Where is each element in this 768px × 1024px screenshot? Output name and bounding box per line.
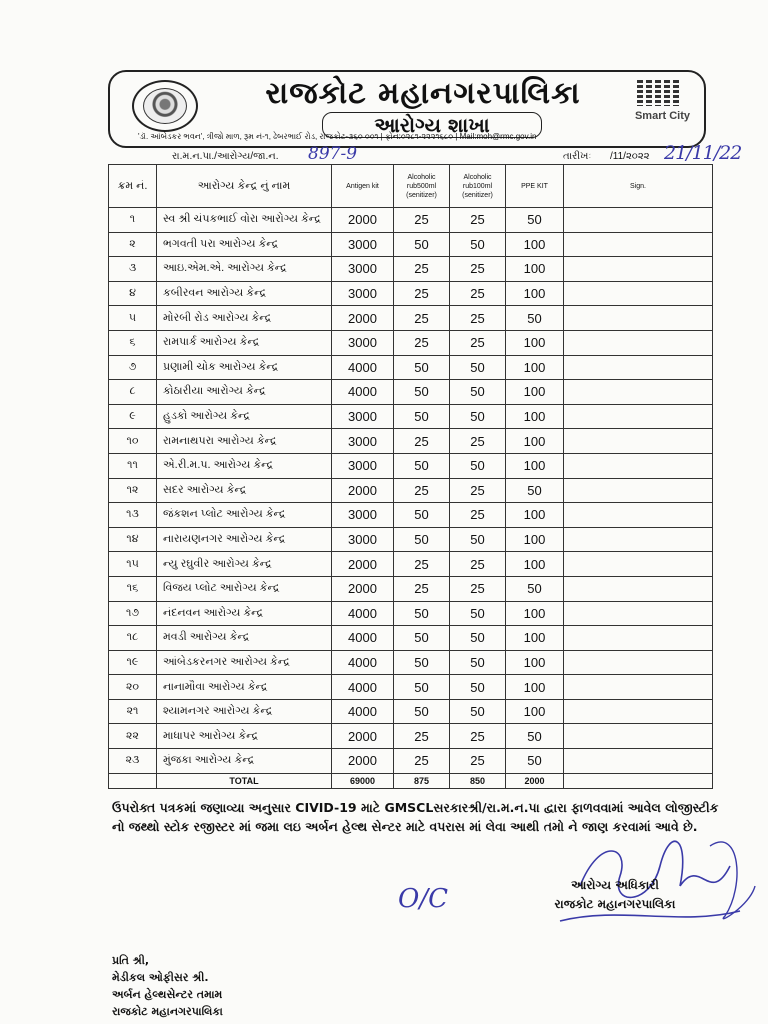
row-sign-cell xyxy=(564,232,713,257)
row-center-name: કબીરવન આરોગ્ય કેન્દ્ર xyxy=(157,281,332,306)
row-sign-cell xyxy=(564,527,713,552)
row-alc500: 25 xyxy=(394,552,450,577)
header-sign: Sign. xyxy=(564,165,713,208)
row-sr: ૧૪ xyxy=(109,527,157,552)
row-antigen: 4000 xyxy=(332,626,394,651)
table-row xyxy=(109,232,713,257)
row-sr: ૧૧ xyxy=(109,453,157,478)
row-center-name: માધાપર આરોગ્ય કેન્દ્ર xyxy=(157,724,332,749)
row-sign-cell xyxy=(564,503,713,528)
date-label: તારીખઃ xyxy=(563,151,592,162)
row-sr: ૫ xyxy=(109,306,157,331)
reference-label: રા.મ.ન.પા./આરોગ્ય/જા.ન. xyxy=(172,151,279,162)
row-center-name: કોઠારીયા આરોગ્ય કેન્દ્ર xyxy=(157,380,332,405)
row-ppe: 100 xyxy=(506,601,564,626)
header-sr: ક્રમ નં. xyxy=(109,165,157,208)
row-alc100: 50 xyxy=(450,601,506,626)
total-spacer xyxy=(109,773,157,788)
stock-table xyxy=(108,164,713,789)
row-ppe: 100 xyxy=(506,429,564,454)
row-center-name: રામનાથપરા આરોગ્ય કેન્દ્ર xyxy=(157,429,332,454)
row-antigen: 2000 xyxy=(332,749,394,774)
row-antigen: 3000 xyxy=(332,404,394,429)
row-antigen: 4000 xyxy=(332,380,394,405)
table-row xyxy=(109,675,713,700)
row-center-name: આઇ.એમ.એ. આરોગ્ય કેન્દ્ર xyxy=(157,257,332,282)
row-sign-cell xyxy=(564,208,713,233)
row-sr: ૪ xyxy=(109,281,157,306)
row-antigen: 3000 xyxy=(332,257,394,282)
row-sr: ૧૨ xyxy=(109,478,157,503)
table-row xyxy=(109,380,713,405)
row-ppe: 100 xyxy=(506,404,564,429)
row-sign-cell xyxy=(564,576,713,601)
recipients-block xyxy=(112,952,223,1020)
row-ppe: 100 xyxy=(506,330,564,355)
body-paragraph: ઉપરોક્ત પત્રકમાં જણાવ્યા અનુસાર CIVID-19 માટે GMSCLસરકારશ્રી/રા.મ.ન.પા દ્વારા ફાળવવામાં આવેલ લોજીસ્ટીક નો જથ્થો સ્ટોક રજીસ્ટર માં જમા લઇ અર્બન હેલ્થ સેન્ટર માટે વપરાસ માં લેવા આથી તમો ને જાણ કરવામાં આવે છે. xyxy=(112,800,719,834)
row-alc100: 25 xyxy=(450,429,506,454)
table-row xyxy=(109,724,713,749)
date-handwritten: 21/11/22 xyxy=(664,142,742,164)
officer-org: રાજકોટ મહાનગરપાલિકા xyxy=(554,897,676,911)
date-value: /11/૨૦૨૨ xyxy=(610,151,650,162)
row-ppe: 100 xyxy=(506,453,564,478)
row-antigen: 3000 xyxy=(332,429,394,454)
row-center-name: વિજય પ્લોટ આરોગ્ય કેન્દ્ર xyxy=(157,576,332,601)
row-alc100: 25 xyxy=(450,281,506,306)
table-row xyxy=(109,699,713,724)
row-alc100: 25 xyxy=(450,552,506,577)
row-ppe: 50 xyxy=(506,478,564,503)
table-row xyxy=(109,626,713,651)
row-alc500: 50 xyxy=(394,601,450,626)
table-header-row xyxy=(109,165,713,208)
row-sr: ૧૬ xyxy=(109,576,157,601)
row-center-name: પ્રણામી ચોક આરોગ્ય કેન્દ્ર xyxy=(157,355,332,380)
table-row xyxy=(109,453,713,478)
table-row xyxy=(109,355,713,380)
row-ppe: 100 xyxy=(506,281,564,306)
row-center-name: શ્યામનગર આરોગ્ય કેન્દ્ર xyxy=(157,699,332,724)
recipient-line: મેડીકલ ઓફીસર શ્રી. xyxy=(112,971,209,984)
row-sign-cell xyxy=(564,257,713,282)
row-sign-cell xyxy=(564,626,713,651)
org-name: રાજકોટ મહાનગરપાલિકા xyxy=(265,76,581,111)
row-center-name: મોરબી રોડ આરોગ્ય કેન્દ્ર xyxy=(157,306,332,331)
row-ppe: 100 xyxy=(506,355,564,380)
row-ppe: 100 xyxy=(506,626,564,651)
row-sign-cell xyxy=(564,650,713,675)
recipient-line: પ્રતિ શ્રી, xyxy=(112,954,150,967)
row-alc100: 25 xyxy=(450,330,506,355)
row-alc500: 50 xyxy=(394,232,450,257)
table-row xyxy=(109,552,713,577)
row-alc500: 50 xyxy=(394,527,450,552)
row-antigen: 2000 xyxy=(332,724,394,749)
row-sign-cell xyxy=(564,330,713,355)
row-sign-cell xyxy=(564,355,713,380)
row-alc100: 50 xyxy=(450,626,506,651)
row-antigen: 3000 xyxy=(332,453,394,478)
row-antigen: 3000 xyxy=(332,527,394,552)
row-alc100: 50 xyxy=(450,453,506,478)
row-antigen: 4000 xyxy=(332,675,394,700)
row-sr: ૧૩ xyxy=(109,503,157,528)
row-alc100: 50 xyxy=(450,380,506,405)
row-center-name: હુડકો આરોગ્ય કેન્દ્ર xyxy=(157,404,332,429)
row-sign-cell xyxy=(564,453,713,478)
smart-city-logo-icon xyxy=(628,80,688,106)
row-sr: ૧૯ xyxy=(109,650,157,675)
row-alc500: 50 xyxy=(394,404,450,429)
row-center-name: સ્વ શ્રી ચંપકભાઈ વોરા આરોગ્ય કેન્દ્ર xyxy=(157,208,332,233)
recipient-line: રાજકોટ મહાનગરપાલિકા xyxy=(112,1005,223,1018)
row-ppe: 100 xyxy=(506,232,564,257)
row-alc500: 25 xyxy=(394,257,450,282)
row-sr: ૧૭ xyxy=(109,601,157,626)
letterhead-address: 'ડૉ. આંબેડકર ભવન', ત્રીજો માળ, રૂમ નં-૧, ઢેબરભાઈ રોડ, રાજકોટ-૩૬૦ ૦૦૧ | ફોન:૦૨૮૧-૨૨૨૧૬૮૦ | Mail:moh@rmc.gov.in xyxy=(138,132,537,141)
row-ppe: 50 xyxy=(506,208,564,233)
row-ppe: 100 xyxy=(506,650,564,675)
header-antigen: Antigen kit xyxy=(332,165,394,208)
table-row xyxy=(109,749,713,774)
table-total-row xyxy=(109,773,713,788)
row-sr: ૨૦ xyxy=(109,675,157,700)
row-sign-cell xyxy=(564,478,713,503)
table-row xyxy=(109,478,713,503)
row-alc100: 25 xyxy=(450,306,506,331)
row-antigen: 3000 xyxy=(332,281,394,306)
row-antigen: 2000 xyxy=(332,552,394,577)
row-ppe: 100 xyxy=(506,380,564,405)
row-sr: ૨ xyxy=(109,232,157,257)
row-sr: ૧૮ xyxy=(109,626,157,651)
row-alc500: 25 xyxy=(394,429,450,454)
row-ppe: 100 xyxy=(506,552,564,577)
total-ppe: 2000 xyxy=(506,773,564,788)
row-sr: ૮ xyxy=(109,380,157,405)
row-alc100: 25 xyxy=(450,478,506,503)
row-alc500: 50 xyxy=(394,380,450,405)
row-sr: ૨૧ xyxy=(109,699,157,724)
row-alc500: 50 xyxy=(394,626,450,651)
row-alc500: 50 xyxy=(394,650,450,675)
row-antigen: 2000 xyxy=(332,576,394,601)
row-alc100: 50 xyxy=(450,355,506,380)
reference-number-handwritten: 897-9 xyxy=(308,144,358,164)
row-center-name: ભગવતી પરા આરોગ્ય કેન્દ્ર xyxy=(157,232,332,257)
row-center-name: ન્યુ રઘુવીર આરોગ્ય કેન્દ્ર xyxy=(157,552,332,577)
smart-city-label: Smart City xyxy=(634,110,690,122)
row-alc100: 25 xyxy=(450,749,506,774)
recipient-line: અર્બન હેલ્થસેન્ટર તમામ xyxy=(112,988,223,1001)
row-antigen: 3000 xyxy=(332,330,394,355)
total-sign xyxy=(564,773,713,788)
row-antigen: 4000 xyxy=(332,355,394,380)
row-center-name: એ.રી.મ.પ. આરોગ્ય કેન્દ્ર xyxy=(157,453,332,478)
row-ppe: 100 xyxy=(506,257,564,282)
row-center-name: રામપાર્ક આરોગ્ય કેન્દ્ર xyxy=(157,330,332,355)
table-row xyxy=(109,404,713,429)
row-alc500: 50 xyxy=(394,699,450,724)
row-sr: ૭ xyxy=(109,355,157,380)
row-alc100: 50 xyxy=(450,404,506,429)
row-ppe: 100 xyxy=(506,675,564,700)
row-ppe: 100 xyxy=(506,699,564,724)
row-sign-cell xyxy=(564,281,713,306)
row-center-name: નાનામૌવા આરોગ્ય કેન્દ્ર xyxy=(157,675,332,700)
row-sr: ૯ xyxy=(109,404,157,429)
row-antigen: 2000 xyxy=(332,306,394,331)
row-sign-cell xyxy=(564,429,713,454)
row-antigen: 3000 xyxy=(332,232,394,257)
row-ppe: 100 xyxy=(506,527,564,552)
row-sign-cell xyxy=(564,675,713,700)
row-antigen: 4000 xyxy=(332,650,394,675)
total-antigen: 69000 xyxy=(332,773,394,788)
table-row xyxy=(109,650,713,675)
row-sign-cell xyxy=(564,601,713,626)
row-sign-cell xyxy=(564,699,713,724)
reference-line xyxy=(108,142,742,164)
row-center-name: મવડી આરોગ્ય કેન્દ્ર xyxy=(157,626,332,651)
total-alc500: 875 xyxy=(394,773,450,788)
row-alc100: 25 xyxy=(450,257,506,282)
row-alc100: 25 xyxy=(450,576,506,601)
row-center-name: મુંજકા આરોગ્ય કેન્દ્ર xyxy=(157,749,332,774)
total-label: TOTAL xyxy=(157,773,332,788)
row-alc500: 50 xyxy=(394,355,450,380)
header-ppe: PPE KIT xyxy=(506,165,564,208)
row-sr: ૧૦ xyxy=(109,429,157,454)
row-sr: ૧૫ xyxy=(109,552,157,577)
row-sr: ૧ xyxy=(109,208,157,233)
table-row xyxy=(109,601,713,626)
row-center-name: નારાયણનગર આરોગ્ય કેન્દ્ર xyxy=(157,527,332,552)
row-ppe: 50 xyxy=(506,576,564,601)
row-center-name: નંદનવન આરોગ્ય કેન્દ્ર xyxy=(157,601,332,626)
row-alc100: 50 xyxy=(450,675,506,700)
row-ppe: 50 xyxy=(506,724,564,749)
officer-block xyxy=(530,876,700,914)
row-sr: ૩ xyxy=(109,257,157,282)
table-row xyxy=(109,429,713,454)
row-sign-cell xyxy=(564,404,713,429)
row-alc500: 50 xyxy=(394,503,450,528)
table-row xyxy=(109,503,713,528)
row-center-name: જંકશન પ્લોટ આરોગ્ય કેન્દ્ર xyxy=(157,503,332,528)
row-alc100: 25 xyxy=(450,503,506,528)
row-center-name: આંબેડકરનગર આરોગ્ય કેન્દ્ર xyxy=(157,650,332,675)
row-alc100: 50 xyxy=(450,699,506,724)
row-center-name: સદર આરોગ્ય કેન્દ્ર xyxy=(157,478,332,503)
row-antigen: 3000 xyxy=(332,503,394,528)
table-row xyxy=(109,257,713,282)
row-ppe: 50 xyxy=(506,306,564,331)
row-alc500: 25 xyxy=(394,281,450,306)
row-sr: ૬ xyxy=(109,330,157,355)
row-alc500: 25 xyxy=(394,576,450,601)
row-alc100: 50 xyxy=(450,527,506,552)
row-sign-cell xyxy=(564,306,713,331)
table-row xyxy=(109,527,713,552)
row-alc500: 25 xyxy=(394,208,450,233)
table-row xyxy=(109,306,713,331)
row-ppe: 100 xyxy=(506,503,564,528)
row-sign-cell xyxy=(564,749,713,774)
row-sign-cell xyxy=(564,552,713,577)
row-alc100: 50 xyxy=(450,650,506,675)
row-antigen: 4000 xyxy=(332,601,394,626)
header-alc100: Alcoholic rub100ml (senitizer) xyxy=(450,165,506,208)
row-alc500: 25 xyxy=(394,478,450,503)
header-name: આરોગ્ય કેન્દ્ર નું નામ xyxy=(157,165,332,208)
row-sign-cell xyxy=(564,380,713,405)
row-antigen: 2000 xyxy=(332,478,394,503)
oic-handwritten-mark: O/C xyxy=(398,884,448,914)
row-alc500: 25 xyxy=(394,330,450,355)
row-alc500: 50 xyxy=(394,453,450,478)
row-alc500: 25 xyxy=(394,724,450,749)
row-alc500: 25 xyxy=(394,306,450,331)
row-alc100: 50 xyxy=(450,232,506,257)
total-alc100: 850 xyxy=(450,773,506,788)
table-row xyxy=(109,281,713,306)
row-antigen: 2000 xyxy=(332,208,394,233)
table-row xyxy=(109,576,713,601)
row-sr: ૨૨ xyxy=(109,724,157,749)
row-sr: ૨૩ xyxy=(109,749,157,774)
row-alc500: 25 xyxy=(394,749,450,774)
row-alc100: 25 xyxy=(450,208,506,233)
row-ppe: 50 xyxy=(506,749,564,774)
officer-title: આરોગ્ય અધિકારી xyxy=(571,878,659,892)
row-alc100: 25 xyxy=(450,724,506,749)
header-alc500: Alcoholic rub500ml (senitizer) xyxy=(394,165,450,208)
table-row xyxy=(109,208,713,233)
dept-name: આરોગ્ય શાખા xyxy=(322,112,542,138)
table-row xyxy=(109,330,713,355)
row-antigen: 4000 xyxy=(332,699,394,724)
row-alc500: 50 xyxy=(394,675,450,700)
row-sign-cell xyxy=(564,724,713,749)
municipal-seal-icon xyxy=(132,80,198,132)
